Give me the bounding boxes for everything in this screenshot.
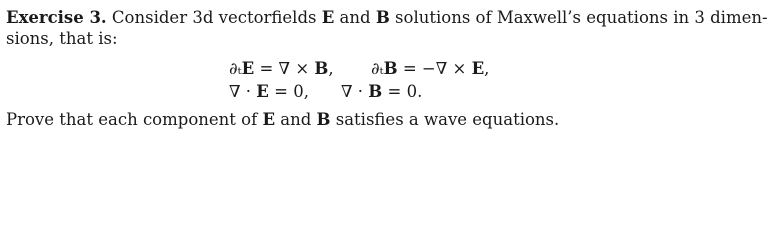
equation-faraday: ∂ₜE = ∇ × B, bbox=[229, 59, 334, 78]
conclusion-text-1: Prove that each component of bbox=[6, 110, 263, 129]
conclusion-and: and bbox=[275, 110, 317, 129]
exercise-label: Exercise 3. bbox=[6, 8, 107, 27]
field-B: B bbox=[375, 8, 390, 27]
equation-ampere: ∂ₜB = −∇ × E, bbox=[371, 59, 490, 78]
conclusion-text-2: satisfies a wave equations. bbox=[330, 110, 560, 129]
conclusion-statement bbox=[6, 109, 559, 130]
intro-text-1: Consider 3d vectorfields bbox=[106, 8, 322, 27]
conclusion-field-B: B bbox=[316, 110, 331, 129]
intro-and: and bbox=[334, 8, 376, 27]
equation-div-B: ∇ · B = 0. bbox=[341, 82, 423, 101]
intro-text-2: solutions of Maxwell’s equations in 3 dimen- bbox=[389, 8, 768, 27]
exercise-statement-line-1 bbox=[6, 7, 768, 28]
exercise-statement-line-2: sions, that is: bbox=[6, 29, 118, 48]
field-E: E bbox=[321, 8, 335, 27]
conclusion-field-E: E bbox=[262, 110, 276, 129]
equation-div-E: ∇ · E = 0, bbox=[229, 82, 309, 101]
